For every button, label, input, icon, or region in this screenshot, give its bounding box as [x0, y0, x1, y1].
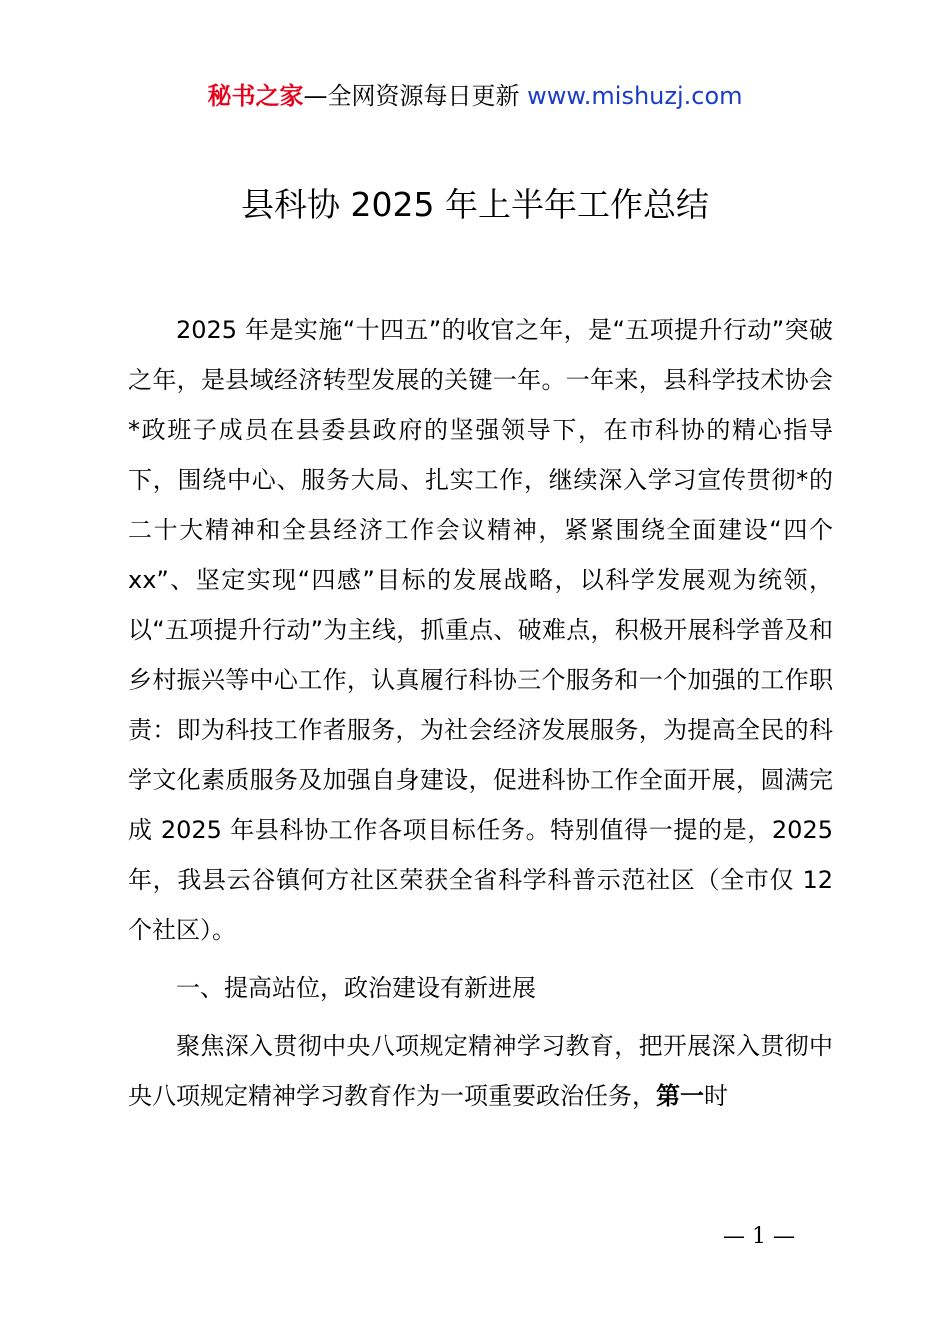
page-number: — 1 — — [723, 1224, 795, 1249]
section-heading: 一、提高站位，政治建设有新进展 — [176, 974, 536, 1002]
section-paragraph-tail: 时 — [704, 1082, 728, 1110]
document-body — [128, 305, 833, 1121]
site-banner — [0, 78, 950, 114]
section-paragraph-bold: 第一 — [656, 1082, 704, 1110]
brand-name: 秘书之家 — [207, 82, 304, 110]
section-paragraph — [128, 1021, 833, 1121]
site-url[interactable]: www.mishuzj.com — [527, 82, 743, 110]
section-paragraph-text: 聚焦深入贯彻中央八项规定精神学习教育，把开展深入贯彻中央八项规定精神学习教育作为一项重要政治任务， — [128, 1032, 833, 1110]
document-title: 县科协 2025 年上半年工作总结 — [241, 185, 709, 224]
intro-paragraph: 2025 年是实施“十四五”的收官之年，是“五项提升行动”突破之年，是县域经济转型发展的关键一年。一年来，县科学技术协会*政班子成员在县委县政府的坚强领导下，在市科协的精心指导下，围绕中心、服务大局、扎实工作，继续深入学习宣传贯彻*的二十大精神和全县经济工作会议精神，紧紧围绕全面建设“四个 xx”、坚定实现“四感”目标的发展战略，以科学发展观为统领，以“五项提升行动”为主线，抓重点、破难点，积极开展科学普及和乡村振兴等中心工作，认真履行科协三个服务和一个加强的工作职责：即为科技工作者服务，为社会经济发展服务，为提高全民的科学文化素质服务及加强自身建设，促进科协工作全面开展，圆满完成 2025 年县科协工作各项目标任务。特别值得一提的是，2025 年，我县云谷镇何方社区荣获全省科学科普示范社区（全市仅 12 个社区）。 — [128, 316, 833, 944]
banner-tagline: —全网资源每日更新 — [303, 82, 528, 110]
